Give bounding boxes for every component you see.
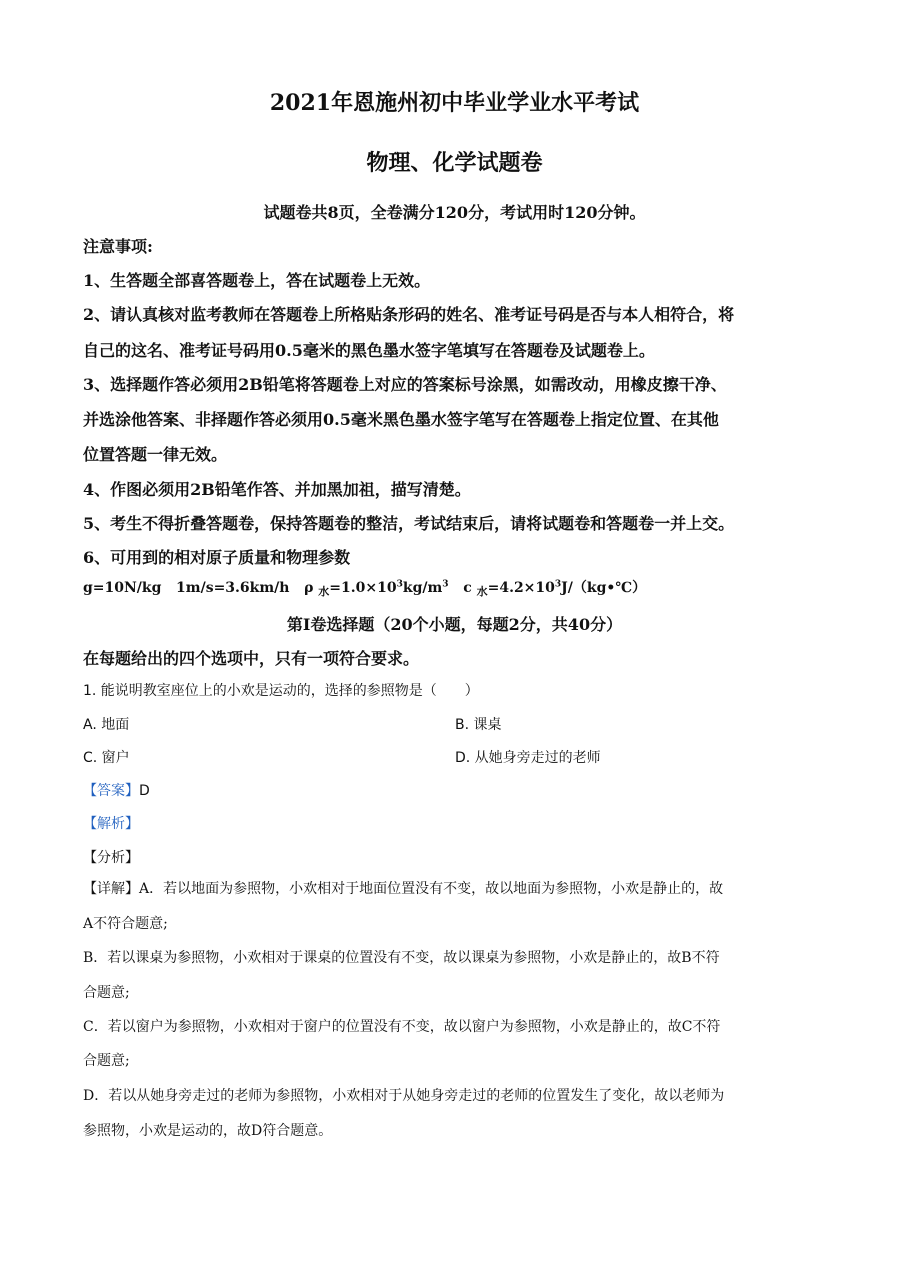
section-instruction: 在每题给出的四个选项中，只有一项符合要求。 xyxy=(83,649,420,668)
physics-parameters xyxy=(83,577,646,597)
notice-line: 5、考生不得折叠答题卷，保持答题卷的整洁，考试结束后，请将试题卷和答题卷一并上交。 xyxy=(83,514,735,533)
fenxi-label: 【分析】 xyxy=(83,850,139,866)
answer-value: D xyxy=(139,783,150,799)
detail-line: 【详解】A．若以地面为参照物，小欢相对于地面位置没有不变，故以地面为参照物，小欢是静止的，故 xyxy=(83,881,724,897)
notice-line: 位置答题一律无效。 xyxy=(83,445,228,464)
notice-heading: 注意事项: xyxy=(83,237,153,256)
param-c: c $_水=4.2\times 10^3J/(kg•℃)$ xyxy=(463,579,647,598)
notice-line: 1、生答题全部喜答题卷上，答在试题卷上无效。 xyxy=(83,271,431,290)
question-stem: 1. 能说明教室座位上的小欢是运动的，选择的参照物是（ ） xyxy=(83,683,479,699)
section-heading: 第I卷选择题（20个小题，每题2分，共40分） xyxy=(286,615,623,634)
option-d: D. 从她身旁走过的老师 xyxy=(455,750,601,766)
detail-line: C．若以窗户为参照物，小欢相对于窗户的位置没有不变，故以窗户为参照物，小欢是静止的，故C不符 xyxy=(83,1019,721,1035)
notice-line: 2、请认真核对监考教师在答题卷上所格贴条形码的姓名、准考证号码是否与本人相符合，将 xyxy=(83,305,735,324)
option-a: A. 地面 xyxy=(83,717,130,733)
param-rho: ρ $_水=1.0\times 10^3kg/m^3$ xyxy=(304,579,449,598)
exam-title: 2021年恩施州初中毕业学业水平考试 xyxy=(269,90,640,116)
analysis-label: 【解析】 xyxy=(83,816,139,832)
detail-line: B．若以课桌为参照物，小欢相对于课桌的位置没有不变，故以课桌为参照物，小欢是静止的，故B不符 xyxy=(83,950,720,966)
notice-line: 自己的这名、准考证号码用0.5毫米的黑色墨水签字笔填写在答题卷及试题卷上。 xyxy=(83,341,655,360)
param-g: g=10N/kg xyxy=(83,580,162,596)
exam-subtitle: 物理、化学试题卷 xyxy=(366,150,543,176)
detail-line: 参照物，小欢是运动的，故D符合题意。 xyxy=(83,1123,333,1139)
option-c: C. 窗户 xyxy=(83,750,130,766)
detail-line: 合题意; xyxy=(83,1053,130,1069)
detail-line: A不符合题意; xyxy=(83,916,168,932)
answer-line xyxy=(83,780,150,800)
notice-line: 4、作图必须用2B铅笔作答、并加黑加祖，描写清楚。 xyxy=(83,480,471,499)
exam-meta: 试题卷共8页，全卷满分120分，考试用时120分钟。 xyxy=(263,203,646,222)
option-b: B. 课桌 xyxy=(455,717,502,733)
notice-line: 并选涂他答案、非择题作答必须用0.5毫米黑色墨水签字笔写在答题卷上指定位置、在其他 xyxy=(83,410,719,429)
notice-line: 3、选择题作答必须用2B铅笔将答题卷上对应的答案标号涂黑，如需改动，用橡皮擦干净、 xyxy=(83,375,727,394)
detail-line: D．若以从她身旁走过的老师为参照物，小欢相对于从她身旁走过的老师的位置发生了变化，故以老师为 xyxy=(83,1088,725,1104)
detail-line: 合题意; xyxy=(83,985,130,1001)
notice-line: 6、可用到的相对原子质量和物理参数 xyxy=(83,548,351,567)
answer-label: 【答案】 xyxy=(83,783,139,799)
param-speed: 1m/s=3.6km/h xyxy=(176,580,290,596)
